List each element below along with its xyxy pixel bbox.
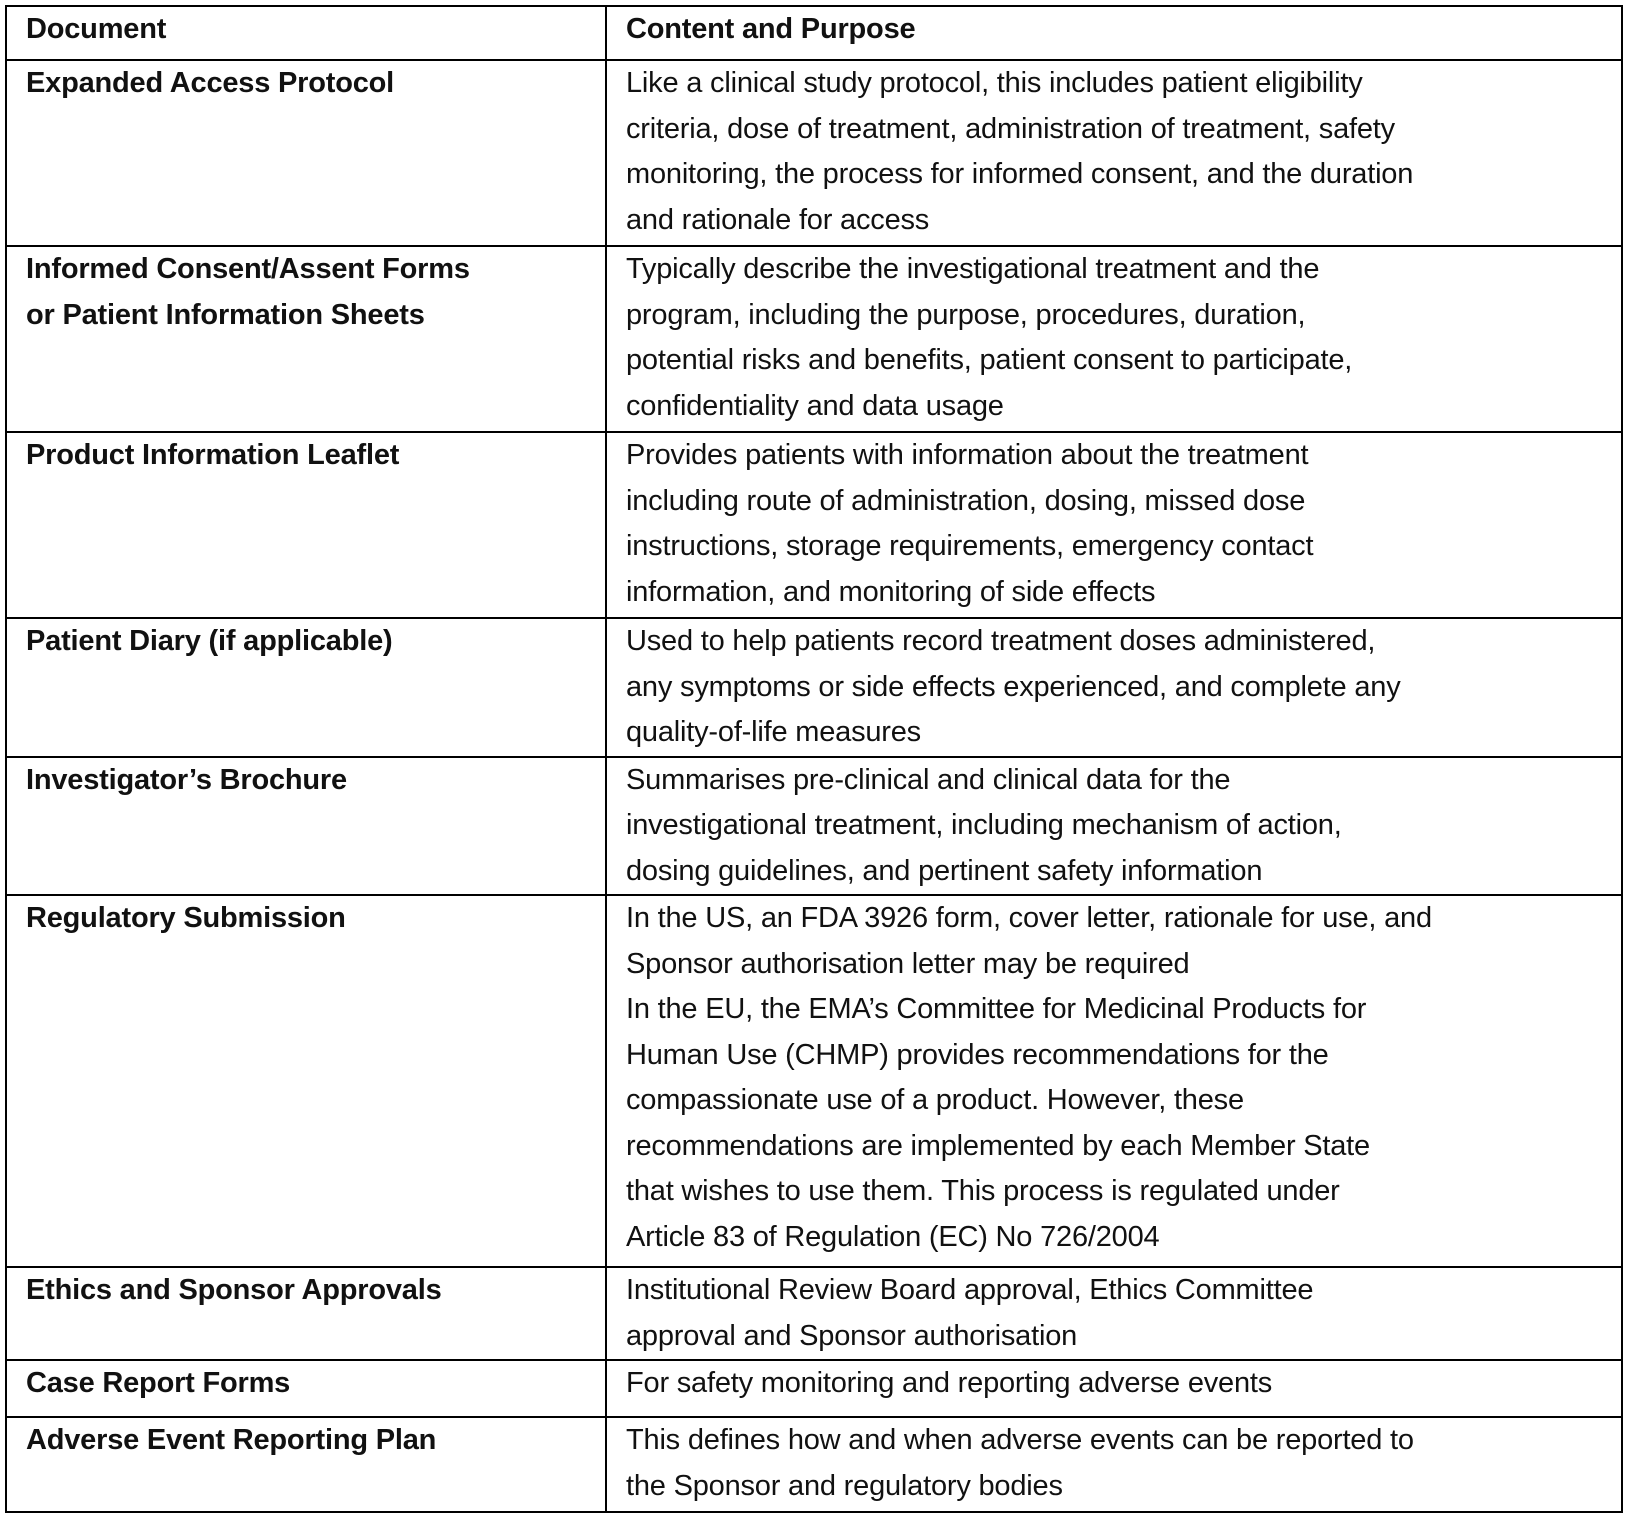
table-row (6, 432, 1622, 618)
document-name: Regulatory Submission (26, 902, 346, 934)
content-line: Used to help patients record treatment doses administered, (626, 625, 1376, 657)
content-line: including route of administration, dosing, missed dose (626, 484, 1306, 517)
content-purpose-cell (606, 757, 1622, 896)
content-line: Summarises pre-clinical and clinical data for the (626, 763, 1231, 796)
content-line: compassionate use of a product. However, these (626, 1084, 1244, 1116)
content-line: potential risks and benefits, patient consent to participate, (626, 344, 1353, 376)
document-name: Patient Diary (if applicable) (26, 625, 393, 657)
table-row (6, 1360, 1622, 1417)
document-name-cell (6, 895, 606, 1267)
document-name: Expanded Access Protocol (26, 67, 395, 99)
document-name-cell (6, 757, 606, 896)
content-purpose-cell (606, 895, 1622, 1267)
content-purpose-cell (606, 432, 1622, 618)
document-name: Investigator’s Brochure (26, 763, 347, 796)
table-row (6, 1417, 1622, 1512)
content-purpose-cell (606, 60, 1622, 246)
table-row (6, 757, 1622, 896)
document-name-cell (6, 1267, 606, 1360)
content-line: information, and monitoring of side effects (626, 575, 1156, 608)
content-line: Typically describe the investigational treatment and the (626, 253, 1320, 285)
content-line: monitoring, the process for informed consent, and the duration (626, 158, 1414, 190)
content-line: any symptoms or side effects experienced, and complete any (626, 670, 1401, 703)
content-line: recommendations are implemented by each Member State (626, 1129, 1370, 1162)
content-purpose-cell (606, 1360, 1622, 1417)
content-line: program, including the purpose, procedures, duration, (626, 298, 1306, 331)
content-line: approval and Sponsor authorisation (626, 1319, 1078, 1352)
content-line: Provides patients with information about the treatment (626, 439, 1309, 471)
content-line: criteria, dose of treatment, administration of treatment, safety (626, 112, 1395, 145)
table-row (6, 1267, 1622, 1360)
document-name-cell (6, 1417, 606, 1512)
content-purpose-cell (606, 246, 1622, 432)
table-row (6, 60, 1622, 246)
table-row (6, 618, 1622, 757)
content-purpose-cell (606, 1267, 1622, 1360)
document-name-cell (6, 246, 606, 432)
content-line: instructions, storage requirements, emergency contact (626, 530, 1314, 562)
content-line: Institutional Review Board approval, Ethics Committee (626, 1274, 1314, 1306)
document-name: Product Information Leaflet (26, 439, 400, 471)
document-name: Adverse Event Reporting Plan (26, 1424, 437, 1456)
documents-table (5, 5, 1623, 1513)
document-name-cell (6, 60, 606, 246)
document-name-cell (6, 1360, 606, 1417)
content-line: This defines how and when adverse events can be reported to (626, 1424, 1414, 1456)
document-name-cell (6, 432, 606, 618)
table-header-row (6, 6, 1622, 60)
content-line: investigational treatment, including mechanism of action, (626, 809, 1342, 841)
content-purpose-cell (606, 1417, 1622, 1512)
content-line: confidentiality and data usage (626, 389, 1004, 422)
content-line: quality-of-life measures (626, 716, 921, 748)
document-name-cell (6, 618, 606, 757)
document-name: Ethics and Sponsor Approvals (26, 1274, 442, 1306)
content-line: Like a clinical study protocol, this includes patient eligibility (626, 67, 1363, 99)
content-line: In the US, an FDA 3926 form, cover letter, rationale for use, and (626, 902, 1432, 934)
content-purpose-cell (606, 618, 1622, 757)
header-document: Document (6, 6, 606, 60)
content-line: the Sponsor and regulatory bodies (626, 1469, 1063, 1502)
content-line: For safety monitoring and reporting adverse events (626, 1367, 1273, 1399)
table-row (6, 246, 1622, 432)
content-line: In the EU, the EMA’s Committee for Medicinal Products for (626, 993, 1367, 1025)
document-name: Case Report Forms (26, 1367, 291, 1399)
content-line: that wishes to use them. This process is regulated under (626, 1175, 1340, 1207)
document-name: Informed Consent/Assent Forms (26, 253, 470, 285)
document-name: or Patient Information Sheets (26, 298, 425, 331)
content-line: Sponsor authorisation letter may be required (626, 947, 1190, 980)
content-line: dosing guidelines, and pertinent safety information (626, 854, 1263, 887)
content-line: Article 83 of Regulation (EC) No 726/2004 (626, 1220, 1160, 1253)
header-content-and-purpose: Content and Purpose (606, 6, 1622, 60)
content-line: Human Use (CHMP) provides recommendations for the (626, 1038, 1329, 1071)
table-row (6, 895, 1622, 1267)
content-line: and rationale for access (626, 203, 930, 236)
